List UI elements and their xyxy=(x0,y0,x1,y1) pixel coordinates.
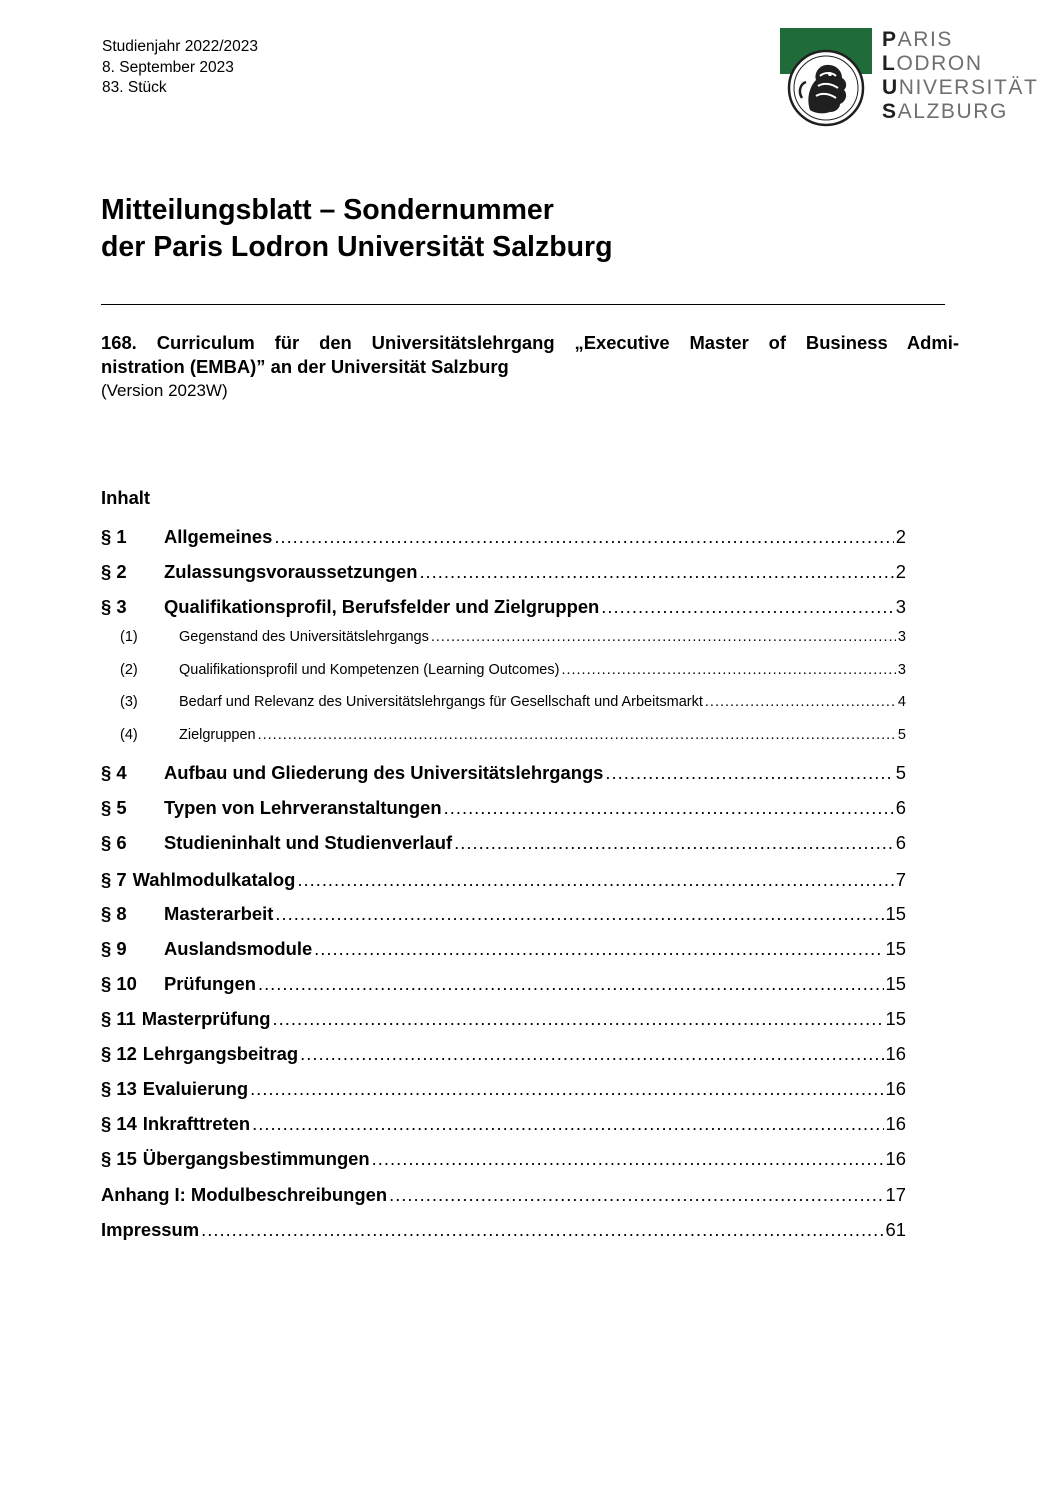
toc-entry-page: 15 xyxy=(885,973,906,994)
toc-entry[interactable] xyxy=(101,1008,906,1032)
university-seal-icon xyxy=(780,28,872,128)
toc-leader-dots xyxy=(250,1078,883,1100)
toc-entry-page: 3 xyxy=(897,662,906,678)
toc-leader-dots xyxy=(561,662,895,678)
toc-leader-dots xyxy=(419,561,893,583)
page-title-line-1: Mitteilungsblatt – Sondernummer xyxy=(101,194,554,226)
toc-entry-number: § 12 xyxy=(101,1043,137,1064)
toc-leader-dots xyxy=(431,629,896,645)
toc-entry[interactable] xyxy=(101,629,906,653)
toc-entry-number: (1) xyxy=(120,629,138,645)
toc-entry-number: (3) xyxy=(120,694,138,710)
toc-entry-label: Aufbau und Gliederung des Universitätslehrgangs xyxy=(164,762,604,783)
toc-entry-page: 5 xyxy=(895,762,906,783)
toc-leader-dots xyxy=(275,903,883,925)
toc-entry-label: Zulassungsvoraussetzungen xyxy=(164,561,418,582)
toc-entry[interactable] xyxy=(101,694,906,718)
toc-entry[interactable] xyxy=(101,797,906,821)
toc-entry[interactable] xyxy=(101,1148,906,1172)
toc-entry-page: 3 xyxy=(897,629,906,645)
toc-entry-number: § 9 xyxy=(101,938,127,959)
curriculum-heading-line-2: nistration (EMBA)” an der Universität Salzburg xyxy=(101,356,509,377)
page-title xyxy=(101,192,613,266)
toc-entry-label: Masterprüfung xyxy=(141,1008,271,1029)
document-meta xyxy=(102,37,258,99)
toc-entry-number: (4) xyxy=(120,727,138,743)
toc-entry-number: § 7 xyxy=(101,869,127,890)
title-divider xyxy=(101,304,945,305)
toc-leader-dots xyxy=(605,762,893,784)
toc-entry-label: Auslandsmodule xyxy=(164,938,313,959)
toc-entry-number: § 2 xyxy=(101,561,127,582)
toc-entry-label: Zielgruppen xyxy=(179,727,256,743)
toc-entry-number: § 6 xyxy=(101,832,127,853)
toc-entry[interactable] xyxy=(101,662,906,686)
toc-entry[interactable] xyxy=(101,1184,906,1208)
university-logo xyxy=(780,28,1040,132)
toc-entry-label: Anhang I: Modulbeschreibungen xyxy=(101,1184,388,1205)
toc-entry-number: § 1 xyxy=(101,526,127,547)
toc-leader-dots xyxy=(705,694,896,710)
toc-entry[interactable] xyxy=(101,526,906,550)
toc-entry-number: § 15 xyxy=(101,1148,137,1169)
toc-entry-label: Impressum xyxy=(101,1219,200,1240)
issue-number: 83. Stück xyxy=(102,79,167,96)
toc-entry-number: § 8 xyxy=(101,903,127,924)
toc-entry-page: 6 xyxy=(895,832,906,853)
toc-entry[interactable] xyxy=(101,1113,906,1137)
toc-leader-dots xyxy=(252,1113,883,1135)
toc-entry-label: Bedarf und Relevanz des Universitätslehrgangs für Gesellschaft und Arbeitsmarkt xyxy=(179,694,703,710)
toc-leader-dots xyxy=(601,596,893,618)
toc-entry-page: 2 xyxy=(895,561,906,582)
toc-entry-label: Inkrafttreten xyxy=(142,1113,251,1134)
toc-entry-page: 6 xyxy=(895,797,906,818)
toc-entry-page: 15 xyxy=(885,903,906,924)
toc-entry-label: Gegenstand des Universitätslehrgangs xyxy=(179,629,429,645)
toc-entry[interactable] xyxy=(101,832,906,856)
toc-entry[interactable] xyxy=(101,762,906,786)
university-wordmark: PARIS LODRON UNIVERSITÄT SALZBURG xyxy=(882,28,1039,123)
toc-entry-page: 15 xyxy=(885,1008,906,1029)
toc-entry[interactable] xyxy=(101,938,906,962)
toc-leader-dots xyxy=(258,727,896,743)
publication-date: 8. September 2023 xyxy=(102,58,234,76)
academic-year: Studienjahr 2022/2023 xyxy=(102,38,258,55)
toc-entry-number: § 11 xyxy=(101,1008,136,1029)
toc-entry-number: § 5 xyxy=(101,797,127,818)
toc-entry-label: Qualifikationsprofil und Kompetenzen (Learning Outcomes) xyxy=(179,662,560,678)
toc-leader-dots xyxy=(201,1219,883,1241)
toc-entry[interactable] xyxy=(101,727,906,751)
toc-entry-label: Studieninhalt und Studienverlauf xyxy=(164,832,453,853)
toc-entry-page: 15 xyxy=(885,938,906,959)
toc-entry-number: (2) xyxy=(120,662,138,678)
toc-entry[interactable] xyxy=(101,596,906,620)
toc-entry-label: Typen von Lehrveranstaltungen xyxy=(164,797,442,818)
toc-entry-page: 2 xyxy=(895,526,906,547)
toc-entry-number: § 3 xyxy=(101,596,127,617)
toc-entry-number: § 4 xyxy=(101,762,127,783)
toc-leader-dots xyxy=(258,973,884,995)
toc-leader-dots xyxy=(372,1148,884,1170)
toc-entry-page: 3 xyxy=(895,596,906,617)
curriculum-version: (Version 2023W) xyxy=(101,381,228,400)
toc-entry[interactable] xyxy=(101,561,906,585)
toc-leader-dots xyxy=(454,832,894,854)
toc-entry-page: 4 xyxy=(897,694,906,710)
toc-entry-label: Übergangsbestimmungen xyxy=(142,1148,370,1169)
toc-entry-page: 7 xyxy=(895,869,906,890)
toc-entry-page: 16 xyxy=(885,1043,906,1064)
toc-entry-label: Masterarbeit xyxy=(164,903,274,924)
toc-entry-page: 16 xyxy=(885,1148,906,1169)
toc-entry[interactable] xyxy=(101,973,906,997)
toc-entry-label: Wahlmodulkatalog xyxy=(132,869,296,890)
toc-entry[interactable] xyxy=(101,1043,906,1067)
toc-entry-page: 16 xyxy=(885,1078,906,1099)
toc-entry-label: Qualifikationsprofil, Berufsfelder und Zielgruppen xyxy=(164,596,600,617)
toc-entry-page: 17 xyxy=(885,1184,906,1205)
toc-entry-number: § 14 xyxy=(101,1113,137,1134)
toc-entry-number: § 10 xyxy=(101,973,137,994)
toc-leader-dots xyxy=(389,1184,883,1206)
toc-entry-label: Prüfungen xyxy=(164,973,256,994)
toc-entry-label: Evaluierung xyxy=(142,1078,249,1099)
toc-entry[interactable] xyxy=(101,1078,906,1102)
toc-entry-label: Lehrgangsbeitrag xyxy=(142,1043,299,1064)
toc-entry[interactable] xyxy=(101,869,906,893)
toc-entry[interactable] xyxy=(101,1219,906,1243)
toc-leader-dots xyxy=(297,869,893,891)
toc-title: Inhalt xyxy=(101,487,151,508)
toc-leader-dots xyxy=(444,797,894,819)
toc-entry-page: 16 xyxy=(885,1113,906,1134)
page-title-line-2: der Paris Lodron Universität Salzburg xyxy=(101,231,613,263)
toc-entry-page: 5 xyxy=(897,727,906,743)
toc-leader-dots xyxy=(273,1008,884,1030)
toc-leader-dots xyxy=(300,1043,883,1065)
curriculum-heading xyxy=(101,331,959,379)
toc-entry[interactable] xyxy=(101,903,906,927)
toc-entry-page: 61 xyxy=(885,1219,906,1240)
toc-leader-dots xyxy=(274,526,893,548)
toc-entry-label: Allgemeines xyxy=(164,526,273,547)
toc-leader-dots xyxy=(314,938,883,960)
toc-entry-number: § 13 xyxy=(101,1078,137,1099)
curriculum-heading-line-1: 168. Curriculum für den Universitätslehrgang „Executive Master of Business Admi- xyxy=(101,332,959,353)
